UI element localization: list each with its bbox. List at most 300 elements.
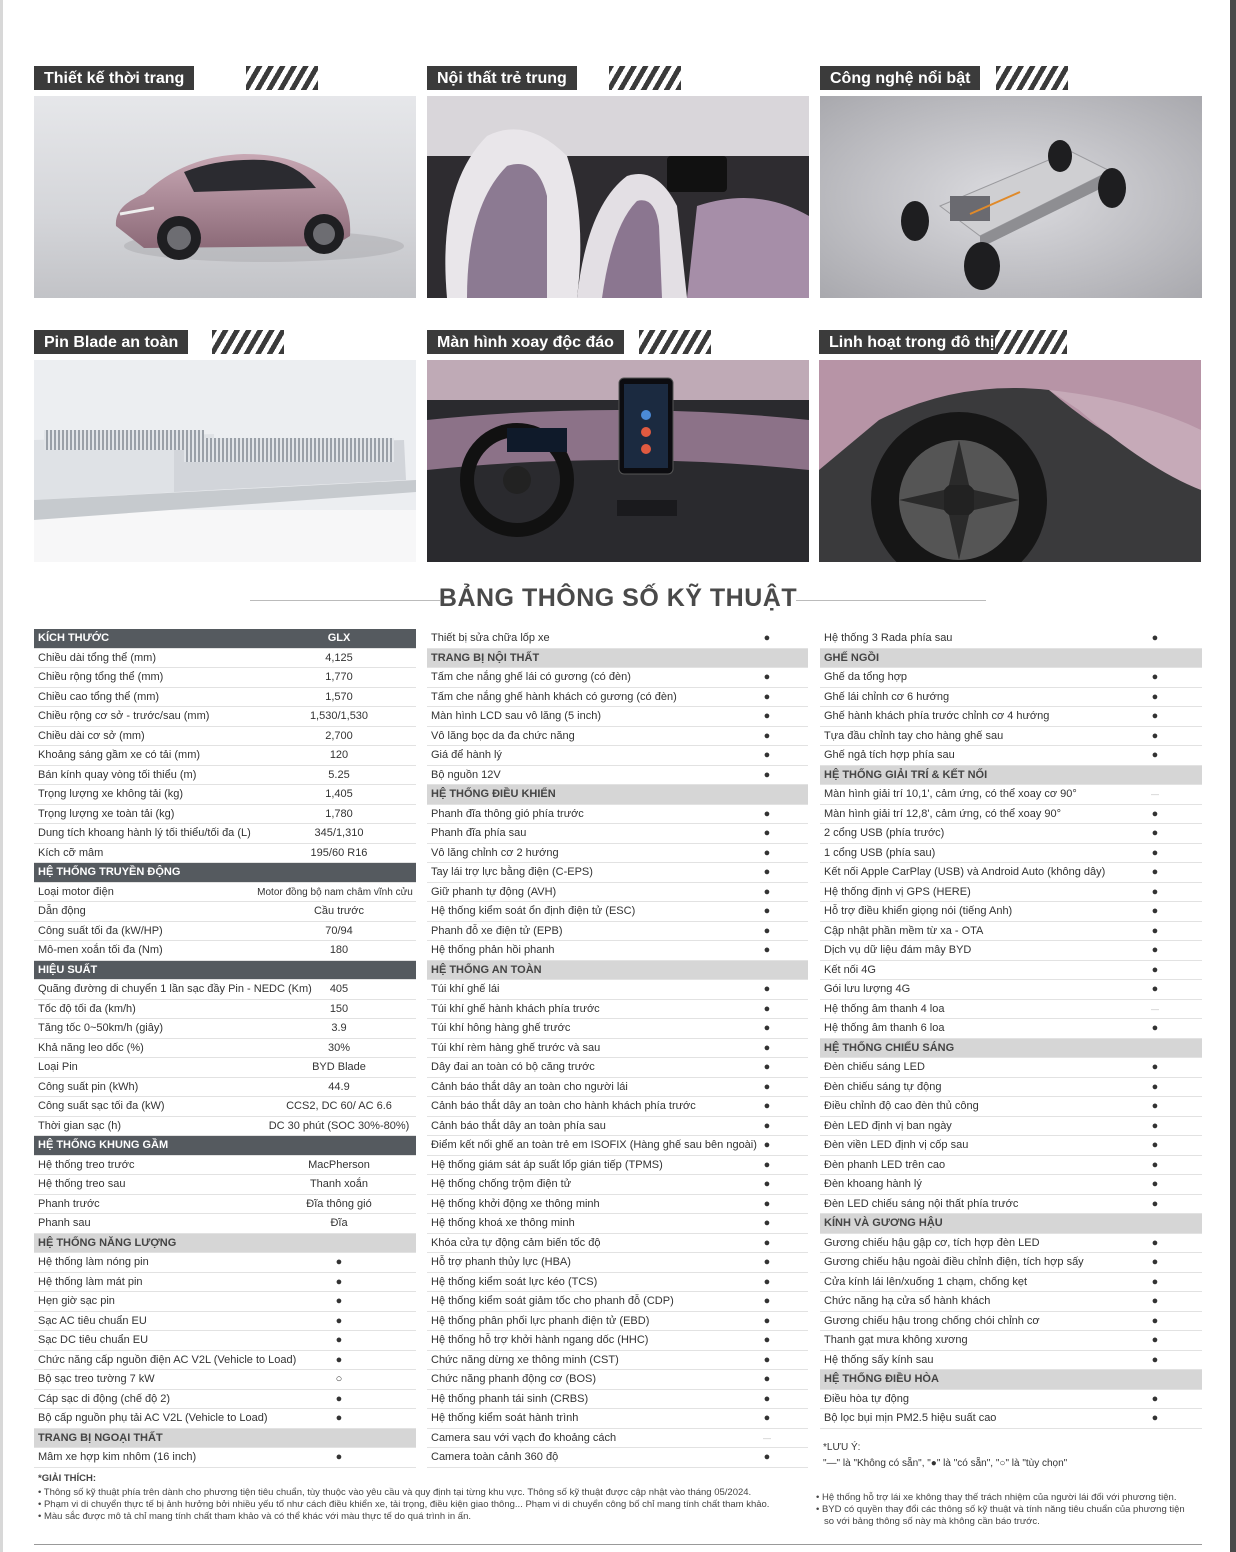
spec-label: Dây đai an toàn có bộ căng trước bbox=[431, 1061, 595, 1073]
spec-label: Tốc độ tối đa (km/h) bbox=[38, 1002, 136, 1015]
feature-title: Công nghệ nổi bật bbox=[820, 66, 980, 90]
legend-text: "—" là "Không có sẵn", "●" là "có sẵn", "○" là "tùy chọn" bbox=[823, 1458, 1068, 1469]
spec-value: ● bbox=[763, 1334, 771, 1346]
spec-label: Ghế ngả tích hợp phía sau bbox=[824, 749, 955, 761]
bottom-rule bbox=[34, 1544, 1202, 1545]
spec-value: 70/94 bbox=[325, 924, 353, 937]
spec-label: Cảnh báo thắt dây an toàn phía sau bbox=[431, 1119, 606, 1132]
spec-value: ● bbox=[763, 924, 771, 937]
spec-value: ● bbox=[1151, 1334, 1159, 1346]
spec-label: KÍCH THƯỚC bbox=[38, 632, 110, 644]
footnote: • BYD có quyền thay đổi các thông số kỹ thuật và tính năng tiêu chuẩn của phương tiện bbox=[816, 1504, 1185, 1515]
spec-value: — bbox=[1151, 1004, 1159, 1014]
spec-row bbox=[34, 668, 416, 688]
spec-label: TRANG BỊ NGOẠI THẤT bbox=[38, 1431, 163, 1444]
section-header bbox=[34, 629, 416, 649]
spec-label: Phanh sau bbox=[38, 1217, 91, 1229]
spec-value: ● bbox=[763, 983, 771, 995]
spec-value: Thanh xoắn bbox=[309, 1178, 369, 1190]
spec-row bbox=[427, 1195, 808, 1215]
spec-row bbox=[427, 902, 808, 922]
spec-label: Chức năng dừng xe thông minh (CST) bbox=[431, 1353, 619, 1366]
spec-value: ● bbox=[763, 1373, 771, 1385]
spec-label: Sạc DC tiêu chuẩn EU bbox=[38, 1334, 149, 1346]
spec-value: 1,405 bbox=[325, 788, 353, 800]
spec-value: ● bbox=[763, 1353, 771, 1366]
spec-row bbox=[34, 902, 416, 922]
spec-value: ● bbox=[1151, 1139, 1159, 1151]
spec-label: Bộ cấp nguồn phụ tải AC V2L (Vehicle to Load) bbox=[38, 1412, 268, 1424]
spec-row bbox=[820, 1390, 1202, 1410]
spec-label: Hệ thống sấy kính sau bbox=[824, 1353, 934, 1366]
spec-label: Hệ thống phân phối lực phanh điện tử (EBD) bbox=[431, 1314, 650, 1327]
spec-value: ● bbox=[1151, 885, 1159, 898]
spec-label: Tựa đầu chỉnh tay cho hàng ghế sau bbox=[824, 729, 1004, 742]
feature-card-rotating-screen bbox=[427, 330, 809, 562]
spec-row bbox=[427, 629, 808, 649]
spec-label: Thời gian sạc (h) bbox=[38, 1119, 122, 1132]
spec-row bbox=[427, 727, 808, 747]
spec-label: Trọng lượng xe toàn tải (kg) bbox=[38, 807, 175, 820]
spec-label: Trọng lượng xe không tải (kg) bbox=[38, 788, 184, 800]
spec-label: Hệ thống kiểm soát hành trình bbox=[431, 1412, 579, 1424]
footnote: • Màu sắc được mô tả chỉ mang tính chất tham khảo và có thể khác với màu thực tế do quá trình in ấn. bbox=[38, 1511, 472, 1522]
spec-value: ● bbox=[1151, 710, 1159, 722]
spec-value: BYD Blade bbox=[312, 1061, 366, 1073]
spec-row bbox=[820, 1234, 1202, 1254]
spec-label: 1 cổng USB (phía sau) bbox=[824, 846, 936, 859]
spec-row bbox=[427, 1234, 808, 1254]
spec-value: ● bbox=[1151, 1197, 1159, 1210]
spec-label: Hệ thống giám sát áp suất lốp gián tiếp (TPMS) bbox=[431, 1158, 663, 1171]
spec-value: ● bbox=[763, 1022, 771, 1034]
feature-image-dashboard bbox=[427, 360, 809, 562]
spec-label: Bộ nguồn 12V bbox=[431, 768, 501, 781]
spec-label: Hệ thống khoá xe thông minh bbox=[431, 1217, 575, 1229]
spec-row bbox=[820, 863, 1202, 883]
spec-value: 1,530/1,530 bbox=[309, 710, 369, 722]
spec-label: Giá để hành lý bbox=[431, 749, 502, 761]
spec-value: GLX bbox=[327, 632, 351, 644]
spec-row bbox=[427, 1331, 808, 1351]
spec-column-1 bbox=[34, 629, 416, 1468]
spec-value: ● bbox=[763, 905, 771, 917]
spec-value: ● bbox=[763, 710, 771, 722]
spec-row bbox=[820, 1312, 1202, 1332]
spec-value: ● bbox=[335, 1353, 343, 1366]
footnotes-title: *GIẢI THÍCH: bbox=[38, 1473, 97, 1484]
spec-label: Kết nối Apple CarPlay (USB) và Android Auto (không dây) bbox=[824, 866, 1106, 878]
spec-label: Mô-men xoắn tối đa (Nm) bbox=[38, 944, 163, 956]
footnote: so với bảng thông số này mà không cần báo trước. bbox=[824, 1516, 1040, 1527]
spec-label: Chiều dài cơ sở (mm) bbox=[38, 729, 145, 742]
spec-value: ● bbox=[763, 632, 771, 644]
spec-label: HỆ THỐNG KHUNG GẦM bbox=[38, 1139, 169, 1151]
spec-row bbox=[820, 727, 1202, 747]
spec-row bbox=[820, 1156, 1202, 1176]
spec-row bbox=[427, 1292, 808, 1312]
spec-value: 4,125 bbox=[325, 651, 353, 664]
spec-label: Ghế hành khách phía trước chỉnh cơ 4 hướng bbox=[824, 710, 1050, 722]
spec-label: Chức năng hạ cửa sổ hành khách bbox=[824, 1295, 991, 1307]
spec-row bbox=[34, 649, 416, 669]
spec-label: Hẹn giờ sạc pin bbox=[38, 1295, 115, 1307]
spec-value: ● bbox=[1151, 749, 1159, 761]
spec-label: Hệ thống kiểm soát ổn định điện tử (ESC) bbox=[431, 905, 636, 917]
spec-value: ● bbox=[763, 1217, 771, 1229]
spec-label: Chiều cao tổng thể (mm) bbox=[38, 690, 160, 703]
spec-row bbox=[34, 1370, 416, 1390]
spec-label: Loại Pin bbox=[38, 1061, 78, 1073]
spec-value: 1,780 bbox=[325, 807, 353, 820]
spec-row bbox=[820, 1292, 1202, 1312]
spec-row bbox=[820, 844, 1202, 864]
spec-row bbox=[820, 1175, 1202, 1195]
feature-card-design bbox=[34, 66, 416, 298]
spec-value: ● bbox=[763, 1314, 771, 1327]
spec-row bbox=[427, 1390, 808, 1410]
spec-row bbox=[820, 629, 1202, 649]
spec-row bbox=[34, 688, 416, 708]
feature-card-technology bbox=[820, 66, 1202, 298]
section-header bbox=[34, 863, 416, 883]
spec-row bbox=[820, 883, 1202, 903]
spec-label: Hệ thống phanh tái sinh (CRBS) bbox=[431, 1392, 589, 1405]
spec-row bbox=[427, 1253, 808, 1273]
spec-label: Túi khí hông hàng ghế trước bbox=[431, 1022, 571, 1034]
spec-label: Chiều rộng tổng thể (mm) bbox=[38, 671, 164, 683]
spec-value: ● bbox=[1151, 924, 1159, 937]
spec-row bbox=[820, 1000, 1202, 1020]
spec-row bbox=[34, 1331, 416, 1351]
spec-row bbox=[34, 785, 416, 805]
spec-value: ● bbox=[763, 729, 771, 742]
spec-row bbox=[427, 1078, 808, 1098]
spec-label: Cảnh báo thắt dây an toàn cho người lái bbox=[431, 1080, 628, 1093]
spec-value: — bbox=[1151, 790, 1159, 799]
spec-label: Hệ thống chống trộm điện tử bbox=[431, 1178, 572, 1190]
spec-value: Cầu trước bbox=[313, 905, 365, 917]
spec-value: ● bbox=[1151, 1353, 1159, 1366]
page-title: BẢNG THÔNG SỐ KỸ THUẬT bbox=[438, 584, 798, 612]
spec-row bbox=[820, 980, 1202, 1000]
section-header bbox=[34, 961, 416, 981]
spec-label: Hệ thống làm nóng pin bbox=[38, 1256, 149, 1268]
spec-label: Túi khí rèm hàng ghế trước và sau bbox=[431, 1041, 601, 1054]
spec-label: HỆ THỐNG NĂNG LƯỢNG bbox=[38, 1236, 177, 1249]
spec-value: 44.9 bbox=[328, 1080, 350, 1093]
spec-label: Loại motor điện bbox=[38, 885, 114, 898]
footnotes-right bbox=[816, 1492, 1208, 1528]
spec-row bbox=[34, 1058, 416, 1078]
section-header bbox=[427, 649, 808, 669]
section-header bbox=[427, 785, 808, 805]
section-header bbox=[34, 1429, 416, 1449]
spec-row bbox=[34, 1175, 416, 1195]
spec-row bbox=[427, 1000, 808, 1020]
spec-value: ● bbox=[335, 1314, 343, 1327]
spec-row bbox=[427, 1058, 808, 1078]
spec-row bbox=[34, 1390, 416, 1410]
spec-row bbox=[820, 1331, 1202, 1351]
feature-card-urban bbox=[819, 330, 1201, 562]
spec-value: 405 bbox=[329, 983, 349, 995]
spec-row bbox=[820, 668, 1202, 688]
spec-value: MacPherson bbox=[308, 1158, 370, 1171]
spec-value: ● bbox=[335, 1256, 343, 1268]
spec-value: ● bbox=[1151, 944, 1159, 956]
spec-row bbox=[427, 1136, 808, 1156]
feature-title: Màn hình xoay độc đáo bbox=[427, 330, 624, 354]
footnote: • Phạm vi di chuyển thực tế bị ảnh hưởng bởi nhiều yếu tố như cách điều khiển xe, tải trọng, điều kiện giao thông... Phạm vi di chuyển công bố chỉ mang tính chất tham khảo. bbox=[38, 1499, 770, 1510]
spec-row bbox=[427, 844, 808, 864]
feature-title: Pin Blade an toàn bbox=[34, 330, 188, 354]
spec-row bbox=[34, 1156, 416, 1176]
spec-value: 180 bbox=[329, 944, 349, 956]
spec-row bbox=[427, 1409, 808, 1429]
spec-value: ● bbox=[1151, 1100, 1159, 1112]
spec-row bbox=[820, 902, 1202, 922]
spec-value: Đĩa bbox=[330, 1217, 348, 1229]
footnote: • Hệ thống hỗ trợ lái xe không thay thế trách nhiệm của người lái đối với phương tiện. bbox=[816, 1492, 1177, 1503]
spec-label: TRANG BỊ NỘI THẤT bbox=[431, 651, 540, 664]
spec-row bbox=[427, 766, 808, 786]
feature-image-chassis bbox=[820, 96, 1202, 298]
spec-label: Hỗ trợ phanh thủy lực (HBA) bbox=[431, 1256, 571, 1268]
spec-label: Kích cỡ mâm bbox=[38, 846, 104, 859]
spec-value: 195/60 R16 bbox=[310, 846, 368, 859]
feature-title: Linh hoạt trong đô thị bbox=[819, 330, 1004, 354]
spec-value: ● bbox=[763, 846, 771, 859]
spec-row bbox=[427, 1117, 808, 1137]
spec-label: Phanh trước bbox=[38, 1197, 100, 1210]
spec-row bbox=[34, 1292, 416, 1312]
spec-label: HIỆU SUẤT bbox=[38, 963, 98, 976]
spec-row bbox=[34, 1078, 416, 1098]
spec-value: ● bbox=[335, 1275, 343, 1288]
spec-label: Công suất sạc tối đa (kW) bbox=[38, 1100, 165, 1112]
spec-value: 2,700 bbox=[325, 729, 353, 742]
spec-label: HỆ THỐNG ĐIỀU HÒA bbox=[824, 1373, 939, 1385]
section-header bbox=[820, 1370, 1202, 1390]
spec-row bbox=[820, 805, 1202, 825]
stripe-decoration bbox=[246, 66, 318, 90]
spec-row bbox=[427, 1448, 808, 1468]
spec-row bbox=[820, 1136, 1202, 1156]
spec-label: Tấm che nắng ghế hành khách có gương (có đèn) bbox=[431, 690, 677, 703]
spec-row bbox=[34, 922, 416, 942]
spec-value: ● bbox=[1151, 1392, 1159, 1405]
spec-value: ● bbox=[763, 1236, 771, 1249]
spec-row bbox=[427, 1312, 808, 1332]
feature-image-blade-battery bbox=[34, 360, 416, 562]
spec-label: Vô lăng bọc da đa chức năng bbox=[431, 729, 575, 742]
spec-row bbox=[34, 883, 416, 903]
spec-value: ● bbox=[1151, 1295, 1159, 1307]
spec-value: ● bbox=[335, 1392, 343, 1405]
section-header bbox=[34, 1136, 416, 1156]
spec-label: Hệ thống khởi động xe thông minh bbox=[431, 1197, 600, 1210]
spec-label: Gương chiếu hậu ngoài điều chỉnh điện, tích hợp sấy bbox=[824, 1256, 1084, 1268]
spec-label: Bộ lọc bụi mịn PM2.5 hiệu suất cao bbox=[824, 1412, 997, 1424]
spec-row bbox=[34, 1097, 416, 1117]
spec-row bbox=[34, 824, 416, 844]
spec-row bbox=[427, 1039, 808, 1059]
spec-row bbox=[34, 1409, 416, 1429]
spec-label: Túi khí ghế lái bbox=[431, 983, 500, 995]
spec-label: Cửa kính lái lên/xuống 1 chạm, chống kẹt bbox=[824, 1275, 1028, 1288]
spec-label: Điều chỉnh độ cao đèn thủ công bbox=[824, 1100, 979, 1112]
spec-value: ● bbox=[335, 1451, 343, 1463]
spec-label: Hệ thống treo trước bbox=[38, 1158, 135, 1171]
spec-value: ● bbox=[763, 1256, 771, 1268]
feature-image-wheel bbox=[819, 360, 1201, 562]
spec-value: ● bbox=[763, 866, 771, 878]
spec-label: Dịch vụ dữ liệu đám mây BYD bbox=[824, 944, 972, 956]
feature-image-car-exterior bbox=[34, 96, 416, 298]
spec-value: ● bbox=[763, 1197, 771, 1210]
spec-value: ● bbox=[1151, 1314, 1159, 1327]
spec-row bbox=[34, 844, 416, 864]
spec-row bbox=[820, 922, 1202, 942]
spec-value: ● bbox=[1151, 807, 1159, 820]
spec-label: Vô lăng chỉnh cơ 2 hướng bbox=[431, 846, 559, 859]
spec-value: ● bbox=[763, 749, 771, 761]
spec-label: Chức năng phanh động cơ (BOS) bbox=[431, 1373, 597, 1385]
spec-row bbox=[820, 941, 1202, 961]
spec-value: ● bbox=[763, 1178, 771, 1190]
spec-value: ● bbox=[1151, 1061, 1159, 1073]
spec-label: HỆ THỐNG CHIẾU SÁNG bbox=[824, 1041, 955, 1054]
spec-row bbox=[820, 1097, 1202, 1117]
spec-label: Phanh đĩa phía sau bbox=[431, 827, 527, 839]
spec-value: CCS2, DC 60/ AC 6.6 bbox=[286, 1100, 392, 1112]
spec-value: ● bbox=[763, 1295, 771, 1307]
spec-value: 1,770 bbox=[325, 671, 353, 683]
feature-image-seats bbox=[427, 96, 809, 298]
spec-label: Hệ thống định vị GPS (HERE) bbox=[824, 885, 971, 898]
spec-value: ● bbox=[335, 1412, 343, 1424]
spec-value: ○ bbox=[335, 1373, 343, 1385]
spec-value: 120 bbox=[329, 749, 349, 761]
spec-value: DC 30 phút (SOC 30%-80%) bbox=[268, 1119, 410, 1132]
spec-label: Chức năng cấp nguồn điện AC V2L (Vehicle to Load) bbox=[38, 1353, 297, 1366]
spec-row bbox=[820, 824, 1202, 844]
spec-label: Bán kính quay vòng tối thiểu (m) bbox=[38, 768, 197, 781]
feature-title: Nội thất trẻ trung bbox=[427, 66, 577, 90]
spec-row bbox=[427, 863, 808, 883]
spec-label: Màn hình giải trí 12,8', cảm ứng, có thể xoay 90° bbox=[824, 807, 1062, 820]
spec-label: 2 cổng USB (phía trước) bbox=[824, 827, 945, 839]
spec-label: Dẫn động bbox=[38, 905, 86, 917]
spec-label: HỆ THỐNG AN TOÀN bbox=[431, 963, 542, 976]
footnotes-left bbox=[38, 1473, 808, 1523]
stripe-decoration bbox=[996, 66, 1068, 90]
spec-row bbox=[34, 1019, 416, 1039]
spec-value: ● bbox=[763, 807, 771, 820]
spec-label: Túi khí ghế hành khách phía trước bbox=[431, 1002, 600, 1015]
spec-label: Cảnh báo thắt dây an toàn cho hành khách phía trước bbox=[431, 1100, 696, 1112]
spec-label: Đèn viền LED định vị cốp sau bbox=[824, 1139, 969, 1151]
spec-row bbox=[427, 922, 808, 942]
spec-label: Ghế lái chỉnh cơ 6 hướng bbox=[824, 690, 950, 703]
spec-value: ● bbox=[763, 1041, 771, 1054]
spec-row bbox=[820, 1117, 1202, 1137]
spec-value: 345/1,310 bbox=[314, 827, 364, 839]
spec-row bbox=[427, 805, 808, 825]
spec-label: Sạc AC tiêu chuẩn EU bbox=[38, 1314, 147, 1327]
feature-title: Thiết kế thời trang bbox=[34, 66, 194, 90]
spec-row bbox=[820, 707, 1202, 727]
spec-label: Phanh đỗ xe điện tử (EPB) bbox=[431, 924, 563, 937]
spec-row bbox=[427, 707, 808, 727]
spec-row bbox=[427, 1214, 808, 1234]
spec-row bbox=[820, 1195, 1202, 1215]
spec-label: Hệ thống kiểm soát giảm tốc cho phanh đỗ (CDP) bbox=[431, 1295, 674, 1307]
spec-label: Chiều rộng cơ sở - trước/sau (mm) bbox=[38, 710, 210, 722]
spec-row bbox=[820, 1253, 1202, 1273]
spec-value: ● bbox=[1151, 1080, 1159, 1093]
spec-row bbox=[34, 1214, 416, 1234]
spec-row bbox=[820, 746, 1202, 766]
spec-value: 5.25 bbox=[328, 768, 350, 781]
spec-value: 30% bbox=[327, 1041, 351, 1054]
section-header bbox=[820, 1039, 1202, 1059]
spec-label: Đèn LED định vị ban ngày bbox=[824, 1119, 952, 1132]
spec-label: Hỗ trợ điều khiển giọng nói (tiếng Anh) bbox=[824, 905, 1013, 917]
spec-label: Giữ phanh tự động (AVH) bbox=[431, 885, 557, 898]
spec-value: ● bbox=[763, 1080, 771, 1093]
spec-value: ● bbox=[763, 690, 771, 703]
spec-row bbox=[34, 1273, 416, 1293]
spec-row bbox=[820, 1019, 1202, 1039]
spec-value: ● bbox=[1151, 905, 1159, 917]
spec-row bbox=[427, 1351, 808, 1371]
spec-label: Tấm che nắng ghế lái có gương (có đèn) bbox=[431, 671, 631, 683]
spec-value: ● bbox=[1151, 963, 1159, 976]
spec-label: Khóa cửa tự động cảm biến tốc độ bbox=[431, 1236, 601, 1249]
legend-title: *LƯU Ý: bbox=[823, 1442, 861, 1453]
spec-label: Quãng đường di chuyển 1 lần sạc đầy Pin - NEDC (Km) bbox=[38, 983, 312, 995]
spec-row bbox=[34, 1195, 416, 1215]
spec-label: Hệ thống 3 Rada phía sau bbox=[824, 632, 953, 644]
legend bbox=[823, 1440, 1203, 1472]
spec-label: Màn hình giải trí 10,1', cảm ứng, có thể xoay cơ 90° bbox=[824, 788, 1077, 800]
spec-value: ● bbox=[763, 1158, 771, 1171]
spec-row bbox=[34, 1312, 416, 1332]
spec-value: Motor đồng bộ nam châm vĩnh cửu bbox=[257, 886, 413, 898]
spec-label: Công suất tối đa (kW/HP) bbox=[38, 924, 163, 937]
spec-row bbox=[427, 1429, 808, 1449]
spec-label: Bộ sạc treo tường 7 kW bbox=[38, 1373, 155, 1385]
spec-row bbox=[427, 883, 808, 903]
spec-row bbox=[427, 1175, 808, 1195]
spec-title-area bbox=[250, 580, 986, 620]
spec-row bbox=[820, 1409, 1202, 1429]
spec-row bbox=[820, 1351, 1202, 1371]
spec-value: ● bbox=[763, 768, 771, 781]
spec-label: Hệ thống kiểm soát lực kéo (TCS) bbox=[431, 1275, 598, 1288]
spec-label: Camera sau với vạch đo khoảng cách bbox=[431, 1431, 617, 1444]
spec-label: Tăng tốc 0~50km/h (giây) bbox=[38, 1022, 164, 1034]
spec-value: 3.9 bbox=[331, 1022, 347, 1034]
spec-row bbox=[427, 980, 808, 1000]
spec-label: Công suất pin (kWh) bbox=[38, 1080, 139, 1093]
spec-row bbox=[34, 1000, 416, 1020]
spec-label: HỆ THỐNG ĐIỀU KHIỂN bbox=[431, 788, 556, 800]
spec-label: Thiết bị sửa chữa lốp xe bbox=[431, 632, 550, 644]
spec-row bbox=[427, 1370, 808, 1390]
